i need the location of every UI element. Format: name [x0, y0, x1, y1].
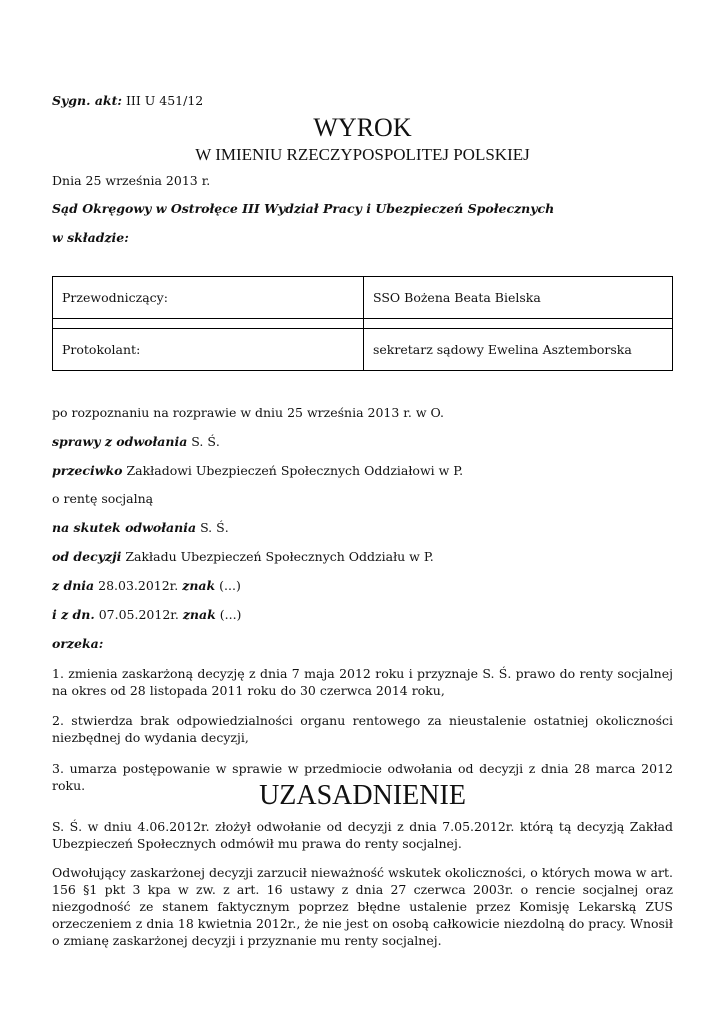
case-of-line — [52, 433, 673, 450]
person-cell: SSO Bożena Beata Bielska — [364, 277, 673, 319]
case-number: III U 451/12 — [125, 93, 204, 108]
rules-label: orzeka: — [52, 636, 104, 651]
decision-value: Zakładu Ubezpieczeń Społecznych Oddziału w P. — [121, 549, 434, 564]
sign1-label: znak — [182, 578, 216, 593]
case-reference — [52, 92, 673, 109]
table-row — [53, 319, 673, 329]
justification-paragraph: Odwołujący zaskarżonej decyzji zarzucił nieważność wskutek okoliczności, o których mowa w art. 156 §1 pkt 3 kpa w zw. z art. 16 ustawy z dnia 27 czerwca 2003r. o rencie socjalnej oraz niezgodność ze stanem faktycznym poprzez błędne ustalenie przez Komisję Lekarską ZUS orzeczeniem z dnia 18 kwietnia 2012r., że nie jest on osobą całkowicie niezdolną do pracy. Wnosił o zmianę zaskarżonej decyzji i przyznanie mu renty socjalnej. — [52, 865, 673, 948]
decision-line — [52, 548, 673, 565]
sign2-label: znak — [182, 607, 216, 622]
against-label: przeciwko — [52, 463, 123, 478]
against-value: Zakładowi Ubezpieczeń Społecznych Oddziałowi w P. — [122, 463, 464, 478]
hearing-line: po rozpoznaniu na rozprawie w dniu 25 września 2013 r. w O. — [52, 405, 445, 420]
date2-label: i z dn. — [52, 607, 95, 622]
sign1-value: (...) — [215, 578, 241, 593]
date1-label: z dnia — [52, 578, 95, 593]
date1-line — [52, 577, 673, 594]
date2-value: 07.05.2012r. — [94, 607, 183, 622]
person-cell: sekretarz sądowy Ewelina Asztemborska — [364, 329, 673, 371]
appeal-line — [52, 519, 673, 536]
composition-label: w składzie: — [52, 230, 129, 245]
person-cell — [364, 319, 673, 329]
case-of-value: S. Ś. — [187, 434, 220, 449]
table-row — [53, 277, 673, 319]
justification-title: UZASADNIENIE — [259, 780, 466, 811]
role-cell: Przewodniczący: — [53, 277, 364, 319]
ruling-item-2: 2. stwierdza brak odpowiedzialności organu rentowego za nieustalenie ostatniej okoliczności niezbędnej do wydania decyzji, — [52, 713, 673, 745]
decision-label: od decyzji — [52, 549, 122, 564]
against-line — [52, 462, 673, 479]
role-cell: Protokolant: — [53, 329, 364, 371]
ruling-item-3: 3. umarza postępowanie w sprawie w przedmiocie odwołania od decyzji z dnia 28 marca 2012 roku. — [52, 761, 673, 793]
court-composition-table — [52, 276, 673, 371]
sign2-value: (...) — [215, 607, 242, 622]
verdict-date: Dnia 25 września 2013 r. — [52, 173, 211, 188]
subject-line: o rentę socjalną — [52, 491, 154, 506]
role-cell — [53, 319, 364, 329]
table-row — [53, 329, 673, 371]
court-name: Sąd Okręgowy w Ostrołęce III Wydział Pracy i Ubezpieczeń Społecznych — [52, 201, 555, 216]
appeal-value: S. Ś. — [196, 520, 229, 535]
date1-value: 28.03.2012r. — [94, 578, 183, 593]
case-of-label: sprawy z odwołania — [52, 434, 188, 449]
verdict-title: WYROK — [313, 113, 412, 142]
justification-paragraph: S. Ś. w dniu 4.06.2012r. złożył odwołanie od decyzji z dnia 7.05.2012r. którą tą decyzją Zakład Ubezpieczeń Społecznych odmówił mu prawa do renty socjalnej. — [52, 819, 673, 851]
ruling-item-1: 1. zmienia zaskarżoną decyzję z dnia 7 maja 2012 roku i przyznaje S. Ś. prawo do renty socjalnej na okres od 28 listopada 2011 roku do 30 czerwca 2014 roku, — [52, 666, 673, 698]
verdict-subtitle: W IMIENIU RZECZYPOSPOLITEJ POLSKIEJ — [195, 145, 530, 164]
date2-line — [52, 606, 673, 623]
appeal-label: na skutek odwołania — [52, 520, 197, 535]
case-label: Sygn. akt: — [52, 93, 122, 108]
